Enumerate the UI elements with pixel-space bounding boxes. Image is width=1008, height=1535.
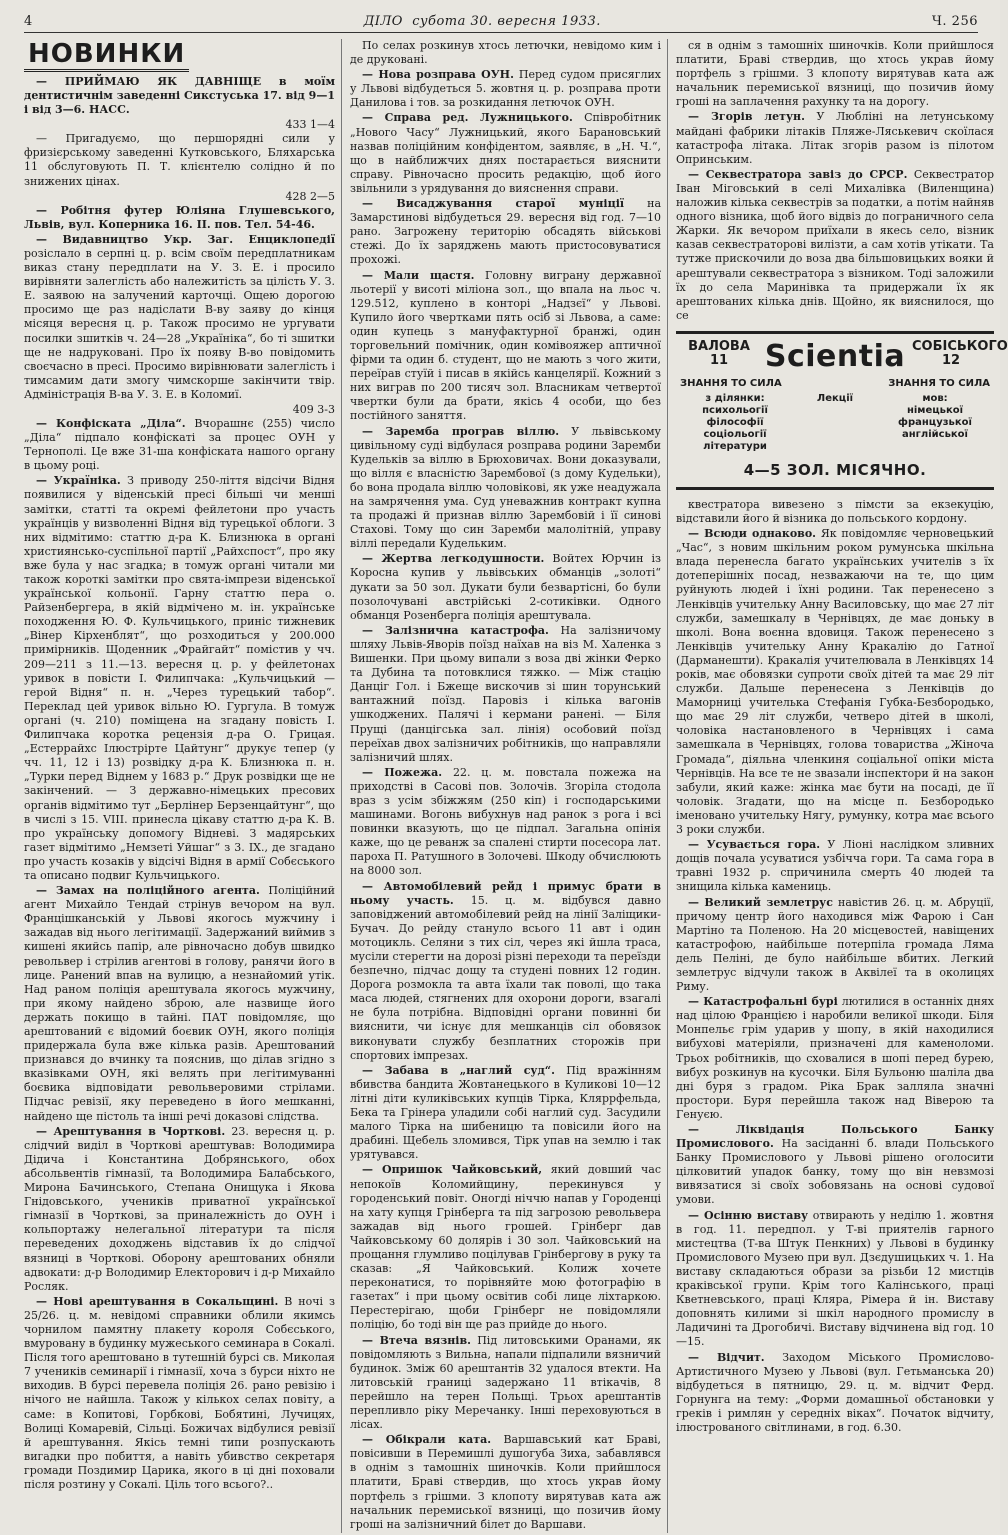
ad-languages-list: німецької французької англійської [898, 404, 972, 440]
news-body: 22. ц. м. повстала пожежа на приходстві в Сасові пов. Золочів. Згоріла стодола враз з усім збіжжям (250 кіп) і господарськими машинами. Вогонь вибухнув над ранок з рога і всі повинки вказують, що це підпал. Загальна опінія каже, що це реванж за спалені стирти посесора лат. пароха П. Ратушного в Золочеві. Шкоду обчислюють на 8000 зол. [350, 765, 661, 878]
ad-code: 409 3-3 [292, 402, 335, 416]
news-body: В ночі з 25/26. ц. м. невідомі справники облили якимсь чорнилом памятну плакету короля Собєського, вмуровану в будинку мужеського семинара в Сокалі. Після того арештовано в тутешній бурсі св. Миколая 7 учеників семинарії і гімназії, хоча з бурси ніхто не виходив. В бурсі перевела поліція 26. рано ревізію і нічого не найшла. Також у кількох селах повіту, а саме: в Копитові, Горбкові, Бобятині, Лучицях, Волиці Комаревій, Сільці. Божичах відбулися ревізії й арештування. Якісь темні типи розпускають вигадки про побиття, а навіть убивство секретаря громади Поздимир Царика, якого в ці дні поховали після розтину у Сокалі. Ціль того всього?.. [24, 1294, 336, 1491]
news-item [350, 624, 661, 765]
news-item [676, 498, 994, 526]
news-headline: — Нові арештування в Сокальщині. [36, 1294, 279, 1308]
ad-address-left: ВАЛОВА 11 [688, 338, 750, 368]
news-item [676, 39, 994, 109]
article-columns [24, 39, 1008, 1531]
news-body: на Замарстинові відбудеться 29. вересня від год. 7—10 рано. Загрожену територію обсадять військові стежі. До їх заряджень мають пристосовуватися прохожі. [350, 197, 661, 267]
news-headline: — Висаджування старої муніції [362, 197, 625, 211]
news-headline: — Замах на поліційного агента. [36, 884, 260, 898]
news-item [676, 110, 994, 166]
news-headline: — Залізнична катастрофа. [362, 623, 549, 637]
news-headline: — Пожежа. [362, 765, 443, 779]
ad-languages [880, 393, 990, 453]
news-item [24, 233, 335, 402]
news-headline: — Конфіската „Діла“. [36, 416, 186, 430]
ad-motto-left: ЗНАННЯ ТО СИЛА [680, 377, 782, 389]
news-headline: — Відчит. [688, 1350, 765, 1364]
news-item [24, 75, 335, 117]
ad-subjects-heading: з ділянки: [705, 392, 765, 404]
column-3 [676, 39, 1008, 1533]
page-number: Ч. 256 [931, 14, 978, 29]
news-headline: — Робітня футер Юліяна Глушевського, Львів, вул. Коперника 16. II. пов. Тел. 54-46. [24, 203, 335, 231]
column-3-top [676, 39, 994, 323]
header-left-mark: 4 [24, 14, 33, 29]
paper-name: ДІЛО [363, 14, 403, 29]
news-item [24, 1125, 335, 1294]
news-headline: — Опришок Чайковський, [362, 1163, 543, 1177]
ad-price: 4—5 ЗОЛ. МІСЯЧНО. [743, 460, 927, 479]
news-item [350, 39, 661, 67]
news-body: Співробітник „Нового Часу“ Лужницький, якого Барановський назвав поліційним конфідентом, заявляє, в „Н. Ч.“, що в найближчих днях постарається вияснити справу. Рівночасно просить редакцію, щоб його звільнили з урядування до вияснення справи. [350, 111, 661, 195]
news-body: Перед судом присяглих у Львові відбудеться 5. жовтня ц. р. розправа проти Данилова і тов. за розкидання летючок ОУН. [350, 68, 661, 110]
news-headline: — Мали щастя. [362, 268, 475, 282]
news-item [676, 995, 994, 1122]
news-item [350, 425, 661, 552]
news-body: По селах розкинув хтось летючки, невідомо ким і де друковані. [350, 39, 661, 67]
news-body: 15. ц. м. відбувся давно заповіджений автомобілевий рейд на лінії Заліщики-Бучач. До рейду стануло всього 11 авт і один мотоцикль. Селяни з тих сіл, через які йшла траса, мусіли стерегти на дорозі різні переходи та переїзди безпечно, підчас дощу та студені повних 12 годин. Дорога розмокла та авта їхали так поволі, що така маса людей, стягнених для охорони дороги, взагалі не була потрібна. Відповідні органи повинні би вияснити, чи існує для мешканців сіл обовязок виконувати службу безплатних сторожів при спортових імпрезах. [350, 893, 661, 1062]
ad-code: 433 1—4 [285, 118, 335, 132]
news-body: Войтех Юрчин із Коросна купив у львівських обманців „золоті“ дукати за 50 зол. Дукати були безвартісні, бо були позолочувані австрійські 2-сотиківки. Одного обманця Розенберга поліція арештувала. [350, 552, 661, 622]
news-headline: — Обікрали ката. [362, 1433, 492, 1447]
section-title: НОВИНКИ [24, 39, 189, 72]
news-item [350, 1163, 661, 1332]
ad-lectures-label: Лекції [816, 392, 854, 404]
news-headline: — Жертва легкодушности. [362, 552, 545, 566]
scientia-advertisement [676, 331, 1008, 490]
news-headline: — Всюди однаково. [688, 527, 816, 541]
news-body: лютилися в останніх днях над цілою Францією і наробили великої шкоди. Біля Монпельє грім ударив у шопу, в якій находилися вибухові матеріяли, призначені для каменоломи. Трьох робітників, що сховалися в шопі перед бурею, вибух розкинув на кусочки. Біля Бульоню шаліла два дні буря з градом. Ріка Брак залляла значні простори. Буря перейшла також над Віверою та Генуєю. [676, 995, 995, 1121]
page-header [24, 14, 978, 33]
ad-brand-name: Scientia [764, 338, 906, 374]
news-headline: — Видавництво Укр. Заг. Енциклопедії [36, 232, 335, 246]
news-body: На залізничому шляху Львів-Яворів поїзд наїхав на віз М. Халенка з Вишенки. При цьому випали з воза дві жінки Ферко та Дубина та потовклися тяжко. — Між стацію Данціг Гол. і Бжеще вискочив зі шин торунський вантажний поїзд. Паровіз і кілька вагонів ушкоджених. Палячі і кермани ранені. — Біля Прущі (данцігська зал. лінія) особовий поїзд переїхав двох залізничих робітників, що направляли залізничий шлях. [350, 623, 662, 764]
news-item [350, 552, 661, 622]
issue-date: субота 30. вересня 1933. [412, 14, 601, 29]
column-1 [24, 39, 342, 1533]
news-item [676, 168, 994, 323]
news-item [24, 132, 335, 188]
news-item [350, 68, 661, 110]
column-3-bottom [676, 498, 994, 1435]
news-item [676, 1351, 994, 1436]
ad-languages-heading: мов: [922, 392, 948, 404]
news-body: Під литовськими Оранами, як повідомляють з Вильна, напали підпалили вязничий будинок. Зміж 60 арештантів 32 удалося втекти. На литовській границі задержано 11 втікачів, 8 перейшло на терен Польщі. Трьох арештантів перепливло ріку Меречанку. Інші переховуються в лісах. [350, 1333, 661, 1432]
news-item [24, 204, 335, 232]
news-headline: — Україніка. [36, 474, 121, 488]
news-headline: — Забава в „наглий суд“. [362, 1063, 555, 1077]
news-headline: — Автомобілевий рейд і примус брати в ньому участь. [350, 879, 661, 907]
news-body: З приводу 250-ліття відсічи Відня появилися у віденській пресі більші чи менші замітки, статті та окремі фейлетони про участь українців у визволенні Відня від турецької облоги. З них відмітимо: статтю д-ра К. Близнюка в органі християнсько-суспільної партії „Райхспост“, про яку вже була у нас згадка; в томуж органі читали ми також короткі замітки про свята-імпрези віденської української кольонії. Гарну статтю пера о. Райзенбергера, в якій відмічено м. ін. українське походження Ю. Ф. Кульчицького, приніс тижневик „Вінер Кірхенблят“, що розходиться у 200.000 примірників. Щоденник „Фрайгайт“ помістив у чч. 209—211 з 11.—13. вересня ц. р. у фейлетонах уривок в повісти І. Филипчака: „Кульчицький — герой Відня“ п. н. „Через турецький табор“. Переклад цей уривок вільно Ю. Гургула. В томуж органі (ч. 210) поміщена на згадану повість І. Филипчака коротка рецензія д-ра О. Грицая. „Естеррайхс Ілюстрірте Цайтунг“ друкує тепер (у чч. 11, 12 і 13) розвідку д-ра К. Близнюка п. н. „Турки перед Віднем у 1683 р.“ Друк розвідки ще не закінчений. — З державно-німецьких пресових органів відмітимо тут „Берлінер Берзенцайтунг“, що в числі з 15. VIII. принесла цікаву статтю д-ра К. В. про українську допомогу Відневі. З мадярських газет відмітимо „Немзеті Уйшаг“ з 3. IX., де згадано про участь козаків у відсічі Відня в армії Собєського та описано подвиг Кульчицького. [24, 474, 335, 882]
news-body: Вчорашнє (255) число „Діла“ підпало конфіскаті за процес ОУН у Тернополі. Це вже 31-ша конфіската нашого органу в цьому році. [24, 416, 336, 473]
ad-address-right: СОБІСЬКОГО 12 [912, 338, 1008, 368]
news-item [24, 884, 335, 1124]
news-body: Як повідомляє черновецький „Час“, з новим шкільним роком румунська шкільна влада перенесла багато українських учителів з їх дотеперішніх посад, незважаючи на те, що цим руйнують людей і їхні родини. Так перенесено з Ленківців учительку Анну Василовську, що має 27 літ служби, замешкалу в Чернівцях, де має доньку в школі. Вона воєнна вдовиця. Також перенесено з Ленківців учительку Анну Кракалію до Гатної (Дарманешти). Кракалія учителювала в Ленківцях 14 років, має обовязки супроти своїх дітей та має 29 літ служби. Дальше перенесена з Ленківців до Маморниці учителька Стефанія Губка-Безбородько, що має 29 літ служби, четверо дітей в школі, чоловіка настановленого в Чернівцях і сама замешкала в Чернівцях, голова товариства „Жіноча Громада“, діяльна членкиня соціальної опіки міста Чернівців. На все те не звазали інспектори й на закон забули, який каже: жінка має бути на посаді, де її чоловік. Згадати, що на місце п. Безбородько іменовано учительку Нягу, румунку, котра має всього 3 роки служби. [676, 527, 994, 837]
news-item [24, 417, 335, 473]
news-item [350, 269, 661, 424]
news-body: квестратора вивезено з пімсти за екзекуцію, відставили його й візника до польського кордону. [676, 497, 994, 525]
news-item [676, 838, 994, 894]
ad-motto-right: ЗНАННЯ ТО СИЛА [888, 377, 990, 389]
news-item [24, 1295, 335, 1492]
news-body: розіслало в серпні ц. р. всім своїм передплатникам виказ стану передплати на У. З. Е. і просило вирівняти залеглість або належитість за цілість У. З. Е. заявою на залучений карточці. Ощею дорогою просимо ще раз надіслати В-ву заяву до кінця місяця вересня ц. р. Також просимо не ургувати посилки зшитків ч. 24—28 „Україніка“, бо ті зшитки ще не надруковані. Про їх появу В-во повідомить своєчасно в пресі. Просимо вирівнювати залеглість і тимсамим дати змогу чимскорше закінчити твір. Адміністрація В-ва У. З. Е. в Коломиї. [24, 246, 335, 401]
news-headline: — Заремба програв віллю. [362, 424, 560, 438]
news-item [350, 1334, 661, 1433]
news-body: — Пригадуємо, що першорядні сили у фризієрському заведенні Кутковського, Бляхарська 11 обслуговують П. Т. клієнтелю солідно й по знижених цінах. [24, 132, 335, 188]
news-item [350, 197, 661, 267]
news-body: ся в однім з тамошніх шиночків. Коли прийшлося платити, Браві ствердив, що хтось украв йому портфель з грішми. З клопоту вирятував ката аж начальник перемиської вязниці, що позичив йому гроші на заплачення рахунку та на дорогу. [676, 39, 994, 109]
header-masthead [364, 14, 601, 29]
news-body: У Ліоні наслідком зливних дощів почала усуватися узбічча гори. Та сама гора в травні 1932 р. спричинила смерть 40 людей та знищила кілька камениць. [676, 838, 994, 894]
news-body: Варшавський кат Браві, повісивши в Перемишлі душогуба Зиха, забавлявся в однім з тамошніх шиночків. Коли прийшлося платити, Браві ствердив, що хтось украв йому портфель з грішми. З клопоту вирятував ката аж начальник перемиської вязниці, що позичив йому гроші на залізничний білет до Варшави. [350, 1433, 661, 1531]
news-body: Під вражінням вбивства бандита Жовтанецького в Куликові 10—12 літні діти куликівських купців Тірка, Кляррфельда, Бека та Грінера уладили собі наглий суд. Засудили малого Тірка на шибеницю та повісили його на драбині. Щебель зломився, Тірк упав на землю і так урятувався. [350, 1063, 662, 1162]
ad-subjects-list: психольогії філософії соціольогії літератури [702, 404, 768, 452]
news-headline: — Осінню виставу [688, 1208, 809, 1222]
news-item [24, 474, 335, 883]
news-headline: — Згорів летун. [688, 110, 805, 124]
news-item [676, 1209, 994, 1350]
news-item [676, 527, 994, 837]
news-headline: — Великий землетрус [688, 895, 833, 909]
news-headline: — Усувається гора. [688, 838, 821, 852]
news-item [676, 896, 994, 995]
news-body: 23. вересня ц. р. слідчий виділ в Чорткові арештував: Володимира Дідича і Константина Добрянського, обох абсольвентів гімназії, та Володимира Балабського, Мирона Бачинського, Степана Онищука і Якова Гнідовського, учеників приватної української гімназії в Чорткові, за приналежність до ОУН і кольпортажу нелегальної літератури та після переведених доходжень відставив їх до слідчої вязниці в Чорткові. Оборону арештованих обняли адвокати: д-р Володимир Електорович і д-р Михайло Росляк. [24, 1124, 336, 1293]
ad-subjects [680, 393, 790, 453]
news-body: Головну виграну державної льотерії у висоті міліона зол., що впала на льос ч. 129.512, куплено в конторі „Надзєї“ у Львові. Купило його чвертками пять осіб зі Львова, а саме: один купець з мануфактурної бранжі, один торговельний помічник, один комівояжер аптичної фірми та один б. студент, що не мають з чого жити, переїрав стуїй і писав в якійсь канцелярії. Кожний з них виграв по 200 тисяч зол. Власникам четвертої чвертки були да брати, якісь 4 особи, що без постійного заняття. [350, 268, 661, 423]
news-body: Заходом Міського Промислово-Артистичного Музею у Львові (вул. Гетьманська 20) відбудеться в пятницю, 29. ц. м. відчит Ферд. Горнунга на тему: „Форми домашньої обстановки у греків і римлян у середніх віках“. Початок відчиту, ілюстрованого світлинами, в год. 6.30. [676, 1350, 994, 1434]
news-item [676, 1123, 994, 1208]
news-body: У львівському цивільному суді відбулася розправа родини Заремби Кудельків за віллю в Брюховичах. Вони доказували, що вілля є власністю Зарембової (з дому Кудельки), бо вона продала віллю чоловікові, як уже неадужала на замрячення ума. Суд уневажнив контракт купна та продажі й признав віллю Зарембовій і її синові Стахові. Тому що син Заремби малолітній, управу віллі передали Кудельким. [350, 424, 661, 551]
news-item [350, 880, 661, 1063]
ad-code: 428 2—5 [285, 189, 335, 203]
news-body: який довший час непокоїв Коломийщину, перекинувся у городенський повіт. Оногді ніччю напав у Городенці на хату купця Грінберга та під загрозою револьвера зажадав від нього грошей. Грінберг дав Чайковському 60 долярів і 30 зол. Чайковський на прощання глумливо поцілував Грінбергову в руку та сказав: „Я Чайковський. Колиж хочете переконатися, то порівняйте мою фотографію в газетах“ і при цьому освітив собі лице ліхтаркою. Перестерігаю, щоби Грінберг не повідомляли поліцію, бо тоді він ще раз прийде до нього. [350, 1163, 661, 1332]
news-body: навістив 26. ц. м. Абруції, причому центр його находився між Фарою і Сан Мартіно та Поленою. На 20 місцевостей, навіщених катастрофою, найбільше потерпіла громада Ляма дель Пеліні, де було найбільше вбитих. Легкий землетрус відчули також в Аквілеї та в околицях Риму. [676, 895, 994, 994]
news-body: отвирають у неділю 1. жовтня в год. 11. передпол. у Т-ві приятелів гарного мистецтва (Т-ва Штук Пенкних) у Львові в будинку Промислового Музею при вул. Дзєдушицьких ч. 1. На виставу складаються образи за різьби 12 мистців краківської групи. Крім того Калінського, праці Кветневського, праці Кляра, Рімера й ін. Виставу доповнять килими зі шкіл народного промислу в Ладичині та Дрогобичі. Виставу відчинена від год. 10—15. [676, 1208, 994, 1349]
news-headline: — Справа ред. Лужницького. [362, 111, 573, 125]
news-item [350, 111, 661, 196]
news-item [350, 1064, 661, 1163]
news-body: На засіданні б. влади Польського Банку Промислового у Львові рішено оголосити цілковитий упадок банку, тому що він невзмозі вивязатися зі своїх зобовязань на основі судової умови. [676, 1137, 995, 1207]
news-headline: — Секвестратора завіз до СРСР. [688, 167, 908, 181]
news-body: Секвестратор Іван Міговський в селі Михалівка (Виленщина) наложив кілька секвестрів за податки, а потім найняв одного візника, щоб його відвіз до пограничного села Жарки. Як вечором приїхали в якесь село, візник казав секвестраторові вилізти, а сам хотів утікати. Та тутже прискочили до воза два більшовицьких вояки й арештували секвестратора з візником. Тоді заложили їх до села Маринівка та придержали їх як арештованих кілька днів. Щойно, як вияснилося, що се [676, 167, 994, 322]
news-item [350, 766, 661, 879]
news-headline: — Арештування в Чорткові. [36, 1124, 226, 1138]
news-item [350, 1433, 661, 1532]
news-headline: — Катастрофальні бурі [688, 995, 838, 1009]
news-body: У Любліні на летунському майдані фабрики літаків Пляже-Ляськевич скоїлася катастрофа літака. Літак згорів разом із пілотом Опринським. [676, 110, 994, 166]
column-2 [350, 39, 668, 1533]
news-headline: — ПРИЙМАЮ ЯК ДАВНІЩЕ в моїм дентистичнім заведенні Сикстуська 17. від 9—1 і від 3—6. НАСС. [24, 75, 335, 117]
news-headline: — Нова розправа ОУН. [362, 68, 514, 82]
news-body: Поліційний агент Михайло Тендай стрінув вечором на вул. Францішканській у Львові якогось мужчину і зажадав від нього легітимації. Задержаний виймив з кишені якийсь папір, але рівночасно добув швидко револьвер і стрілив агентові в голову, ранячи його в лице. Ранений впав на вулицю, а незнайомий утік. Над раном поліція арештувала якогось мужчину, при якому найдено зброю, але назвище його держать покищо в тайні. ПАТ повідомляє, що арештований є відомий боєвик ОУН, якого поліція придержала була вже кілька разів. Арештований признався до вчинку та пояснив, що ділав згідно з вказівками ОУН, які велять при легітимуванні боєвика відповідати револьверовими стрілами. Підчас ревізії, яку переведено в його мешканні, найдено ще пістоль та інші речі доказові слідства. [24, 884, 336, 1123]
news-headline: — Втеча вязнів. [362, 1333, 471, 1347]
news-headline: — Ліквідація Польського Банку Промислового. [676, 1123, 994, 1151]
